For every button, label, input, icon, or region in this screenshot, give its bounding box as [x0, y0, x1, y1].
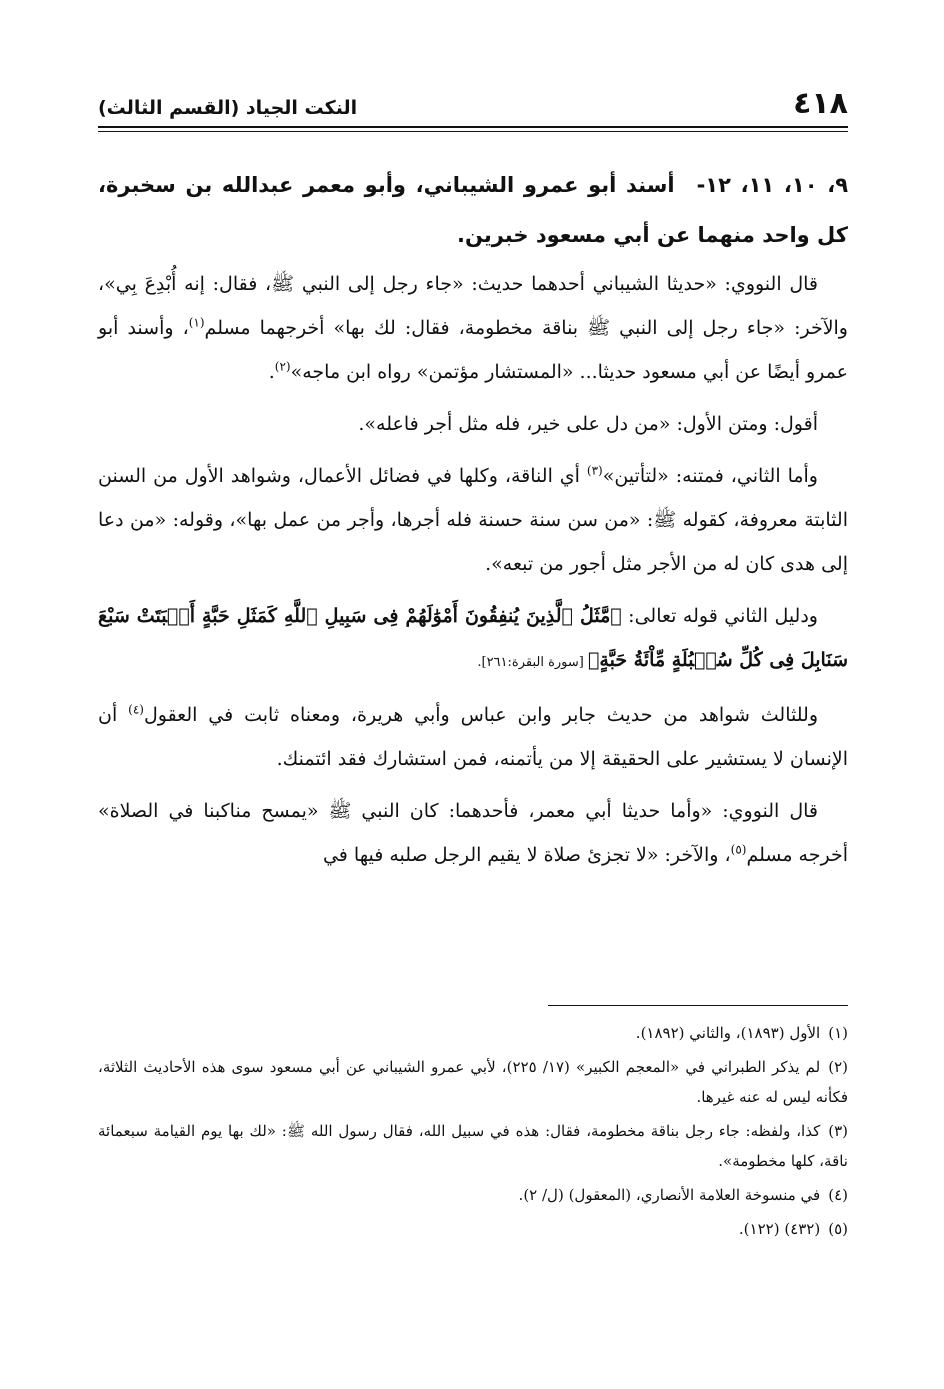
footnote-text: (٤٣٢) (١٢٢). [738, 1220, 821, 1238]
paragraph-first-matn: أقول: ومتن الأول: «من دل على خير، فله مثل أجر فاعله». [358, 413, 818, 435]
footnote-text: لم يذكر الطبراني في «المعجم الكبير» (١٧/ ٢٢٥)، لأبي عمرو الشيباني عن أبي مسعود سوى هذه الأحاديث الثلاثة، فكأنه ليس له عنه غيرها. [98, 1058, 848, 1106]
footnote-ref-3: (٣) [586, 463, 603, 478]
paragraph-abu-mamar [98, 789, 848, 877]
footnote-4 [98, 1180, 848, 1210]
paragraph-text: وللثالث شواهد من حديث جابر وابن عباس وأبي هريرة، ومعناه ثابت في العقول [143, 704, 818, 726]
footnote-1 [98, 1018, 848, 1048]
footnote-text: في منسوخة العلامة الأنصاري، (المعقول) (ل/ ٢). [518, 1186, 821, 1204]
main-text [98, 262, 848, 885]
running-title: النكت الجياد (القسم الثالث) [98, 97, 358, 119]
paragraph-text: أن الإنسان لا يستشير على الحقيقة إلا من يأتمنه، فمن استشارك فقد ائتمنك. [98, 704, 848, 770]
footnotes [98, 1018, 848, 1248]
paragraph-third-evidence [98, 693, 848, 781]
heading-text: أسند أبو عمرو الشيباني، وأبو معمر عبدالله بن سخبرة، كل واحد منهما عن أبي مسعود خبرين. [98, 173, 848, 247]
header-rule [98, 126, 848, 128]
header-rule-thin [98, 131, 848, 132]
footnote-5 [98, 1214, 848, 1244]
paragraph-nawawi-quote [98, 262, 848, 394]
footnote-text: كذا، ولفظه: جاء رجل بناقة مخطومة، فقال: هذه في سبيل الله، فقال رسول الله ﷺ: «لك بها يوم القيامة سبعمائة ناقة، كلها مخطومة». [98, 1122, 848, 1170]
footnote-3 [98, 1116, 848, 1176]
footnote-ref-2: (٢) [274, 359, 291, 374]
paragraph-second-matn [98, 454, 848, 586]
footnote-ref-1: (١) [188, 315, 205, 330]
footnote-number: (١) [828, 1024, 848, 1042]
paragraph-quran-evidence [98, 594, 848, 685]
footnote-number: (٣) [828, 1122, 848, 1140]
paragraph-text: وأما الثاني، فمتنه: «لتأتين» [602, 465, 818, 487]
paragraph-text: ، وأسند أبو عمرو أيضًا عن أبي مسعود حديثا... «المستشار مؤتمن» رواه ابن ماجه» [98, 317, 848, 383]
footnote-text: الأول (١٨٩٣)، والثاني (١٨٩٢). [635, 1024, 821, 1042]
paragraph-text: قال النووي: «وأما حديثا أبي معمر، فأحدهما: كان النبي ﷺ «يمسح مناكبنا في الصلاة» أخرجه مسلم [98, 800, 848, 866]
paragraph-text: قال النووي: «حديثا الشيباني أحدهما حديث: «جاء رجل إلى النبي ﷺ، فقال: إنه أُبْدِعَ بِي»، والآخر: «جاء رجل إلى النبي ﷺ بناقة مخطومة، فقال: لك بها» أخرجهما مسلم [98, 273, 848, 339]
surah-reference: [سورة البقرة:٢٦١]. [477, 655, 588, 670]
paragraph-text: ودليل الثاني قوله تعالى: [621, 605, 818, 627]
paragraph-text: أي الناقة، وكلها في فضائل الأعمال، وشواهد الأول من السنن الثابتة معروفة، كقوله ﷺ: «من سن سنة حسنة فله أجرها، وأجر من عمل بها»، وقوله: «من دعا إلى هدى كان له من الأجر مثل أجور من تبعه». [98, 465, 848, 575]
footnote-number: (٤) [828, 1186, 848, 1204]
page-number: ٤١٨ [793, 86, 848, 121]
paragraph-text: . [268, 361, 275, 383]
paragraph-text: ، والآخر: «لا تجزئ صلاة لا يقيم الرجل صلبه فيها في [322, 844, 731, 866]
section-heading [98, 160, 848, 260]
footnote-separator [548, 1005, 848, 1006]
footnote-number: (٢) [828, 1058, 848, 1076]
page-header [98, 80, 848, 124]
heading-numbers: ٩، ١٠، ١١، ١٢- [696, 173, 849, 197]
footnote-ref-5: (٥) [730, 842, 747, 857]
footnote-ref-4: (٤) [128, 702, 144, 717]
quran-verse: ﴿مَّثَلُ ٱلَّذِينَ يُنفِقُونَ أَمْوَٰلَهُمْ فِى سَبِيلِ ٱللَّهِ كَمَثَلِ حَبَّةٍ أَنۢبَتَتْ سَبْعَ سَنَابِلَ فِى كُلِّ سُنۢبُلَةٍ مِّاْئَةُ حَبَّةٍ﴾ [98, 605, 848, 671]
footnote-number: (٥) [828, 1220, 848, 1238]
footnote-2 [98, 1052, 848, 1112]
